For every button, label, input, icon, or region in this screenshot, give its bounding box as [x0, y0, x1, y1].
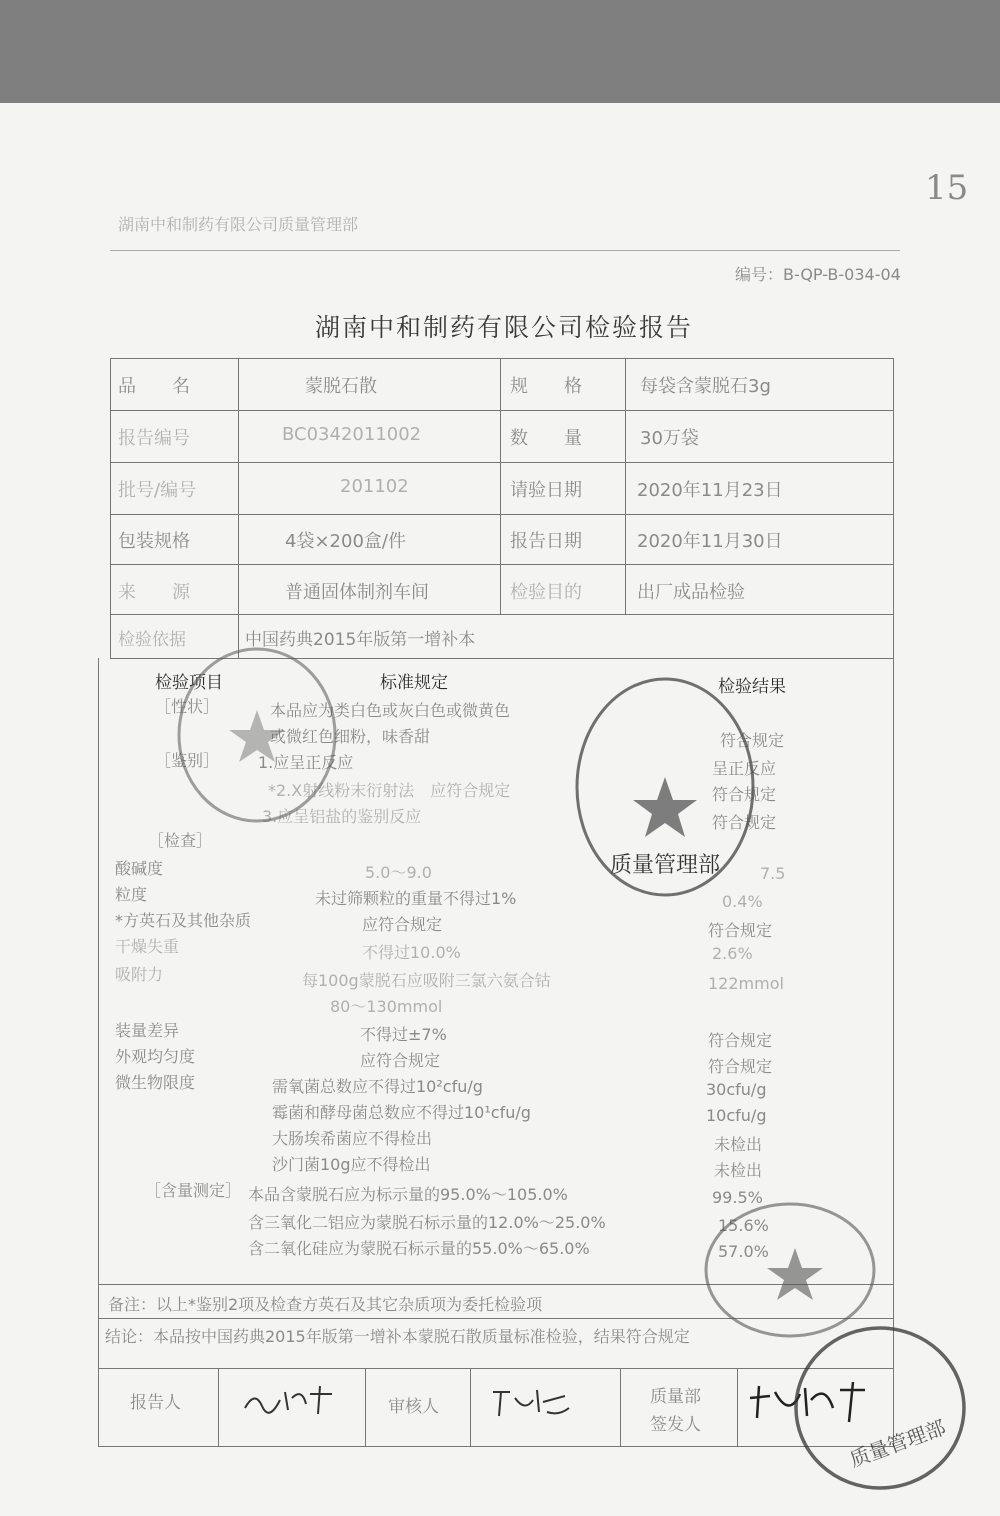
- value-quantity: 30万袋: [640, 428, 699, 449]
- label-request-date: 请验日期: [510, 480, 582, 501]
- result-value: 符合规定: [708, 1031, 773, 1050]
- result-item: 粒度: [115, 885, 148, 904]
- results-header-item: 检验项目: [155, 673, 223, 693]
- result-value: 未检出: [714, 1135, 763, 1154]
- reporter-signature: [240, 1380, 345, 1420]
- result-standard: *2.X射线粉末衍射法 应符合规定: [268, 781, 511, 800]
- label-batch-no: 批号/编号: [118, 480, 197, 501]
- result-item: 干燥失重: [115, 937, 180, 956]
- result-standard: 含三氧化二铝应为蒙脱石标示量的12.0%～25.0%: [248, 1213, 606, 1232]
- inspection-seal-stamp: [172, 640, 342, 830]
- scan-top-margin: [0, 0, 1000, 103]
- label-basis: 检验依据: [118, 630, 186, 650]
- result-value: 99.5%: [712, 1188, 763, 1207]
- result-standard: 应符合规定: [360, 1051, 441, 1070]
- result-standard: 或微红色细粉，味香甜: [270, 727, 431, 746]
- result-value: 2.6%: [712, 944, 753, 963]
- value-spec: 每袋含蒙脱石3g: [640, 376, 771, 397]
- reviewer-label: 审核人: [388, 1397, 439, 1417]
- value-packaging: 4袋×200盒/件: [285, 531, 406, 552]
- result-value: 0.4%: [722, 892, 763, 911]
- reporter-label: 报告人: [130, 1393, 181, 1413]
- result-item: 吸附力: [115, 965, 164, 984]
- faint-header-line: 湖南中和制药有限公司质量管理部: [118, 215, 359, 234]
- company-qa-stamp: [790, 1320, 970, 1500]
- form-code: 编号：B-QP-B-034-04: [735, 265, 901, 284]
- result-value: 符合规定: [708, 921, 773, 940]
- qa-label-2: 签发人: [650, 1415, 701, 1435]
- value-product-name: 蒙脱石散: [305, 376, 377, 397]
- result-standard: 不得过±7%: [360, 1025, 447, 1044]
- result-value: 符合规定: [708, 1057, 773, 1076]
- page-number: 15: [925, 168, 969, 208]
- value-purpose: 出厂成品检验: [637, 582, 745, 603]
- label-packaging: 包装规格: [118, 531, 190, 552]
- result-value: 符合规定: [712, 813, 777, 832]
- result-standard: 3.应呈铝盐的鉴别反应: [262, 807, 422, 826]
- result-standard: 不得过10.0%: [362, 943, 461, 962]
- result-standard: 需氧菌总数应不得过10²cfu/g: [272, 1077, 483, 1096]
- result-standard: 大肠埃希菌应不得检出: [272, 1129, 433, 1148]
- result-standard: 未过筛颗粒的重量不得过1%: [315, 889, 517, 908]
- result-standard: 本品应为类白色或灰白色或微黄色: [270, 701, 511, 720]
- result-standard: 本品含蒙脱石应为标示量的95.0%～105.0%: [248, 1185, 568, 1204]
- results-header-standard: 标准规定: [380, 673, 448, 693]
- label-source: 来 源: [118, 582, 190, 603]
- value-batch-no: 201102: [340, 476, 409, 497]
- result-value: 57.0%: [718, 1242, 769, 1261]
- result-item: 装量差异: [115, 1021, 180, 1040]
- result-standard: 霉菌和酵母菌总数应不得过10¹cfu/g: [272, 1103, 531, 1122]
- conclusion: 结论：本品按中国药典2015年版第一增补本蒙脱石散质量标准检验，结果符合规定: [105, 1327, 690, 1346]
- result-value: 呈正反应: [712, 759, 777, 778]
- result-item: ［检查］: [148, 831, 213, 850]
- result-item: ［含量测定］: [145, 1181, 242, 1200]
- result-item: 酸碱度: [115, 859, 164, 878]
- qa-label-1: 质量部: [650, 1387, 701, 1407]
- result-standard: 含二氧化硅应为蒙脱石标示量的55.0%～65.0%: [248, 1239, 590, 1258]
- header-rule: [110, 250, 900, 251]
- stamp-qa-label: 质量管理部: [846, 1415, 949, 1472]
- quality-inspection-stamp: [700, 1200, 880, 1340]
- result-item: ［性状］: [155, 697, 220, 716]
- label-purpose: 检验目的: [510, 582, 582, 603]
- result-value: 符合规定: [720, 731, 785, 750]
- result-standard: 80～130mmol: [330, 997, 443, 1016]
- results-header-result: 检验结果: [718, 677, 786, 697]
- result-value: 未检出: [714, 1161, 763, 1180]
- result-value: 符合规定: [712, 785, 777, 804]
- result-item: ［鉴别］: [155, 751, 220, 770]
- label-quantity: 数 量: [510, 428, 582, 449]
- result-item: *方英石及其他杂质: [115, 911, 252, 930]
- value-source: 普通固体制剂车间: [285, 582, 429, 603]
- result-standard: 每100g蒙脱石应吸附三氯六氨合钴: [302, 971, 551, 990]
- quality-department-stamp: [570, 672, 760, 902]
- result-standard: 1.应呈正反应: [258, 753, 354, 772]
- value-basis: 中国药典2015年版第一增补本: [245, 630, 476, 650]
- reviewer-signature: [485, 1382, 575, 1422]
- result-value: 15.6%: [718, 1216, 769, 1235]
- result-value: 122mmol: [708, 974, 784, 993]
- label-product-name: 品 名: [118, 376, 190, 397]
- label-report-no: 报告编号: [118, 428, 190, 449]
- result-item: 微生物限度: [115, 1073, 196, 1092]
- result-value: 10cfu/g: [706, 1106, 767, 1125]
- stamp-dept-label: 质量管理部: [609, 853, 721, 878]
- result-standard: 应符合规定: [362, 915, 443, 934]
- result-standard: 5.0～9.0: [365, 863, 432, 882]
- label-report-date: 报告日期: [510, 531, 582, 552]
- value-request-date: 2020年11月23日: [637, 480, 783, 501]
- remark: 备注：以上*鉴别2项及检查方英石及其它杂质项为委托检验项: [108, 1295, 543, 1314]
- result-item: 外观均匀度: [115, 1047, 196, 1066]
- result-standard: 沙门菌10g应不得检出: [272, 1155, 431, 1174]
- result-value: 7.5: [760, 864, 786, 883]
- value-report-no: BC0342011002: [282, 424, 422, 445]
- result-value: 30cfu/g: [706, 1080, 767, 1099]
- value-report-date: 2020年11月30日: [637, 531, 783, 552]
- label-spec: 规 格: [510, 376, 582, 397]
- page-title: 湖南中和制药有限公司检验报告: [315, 313, 694, 342]
